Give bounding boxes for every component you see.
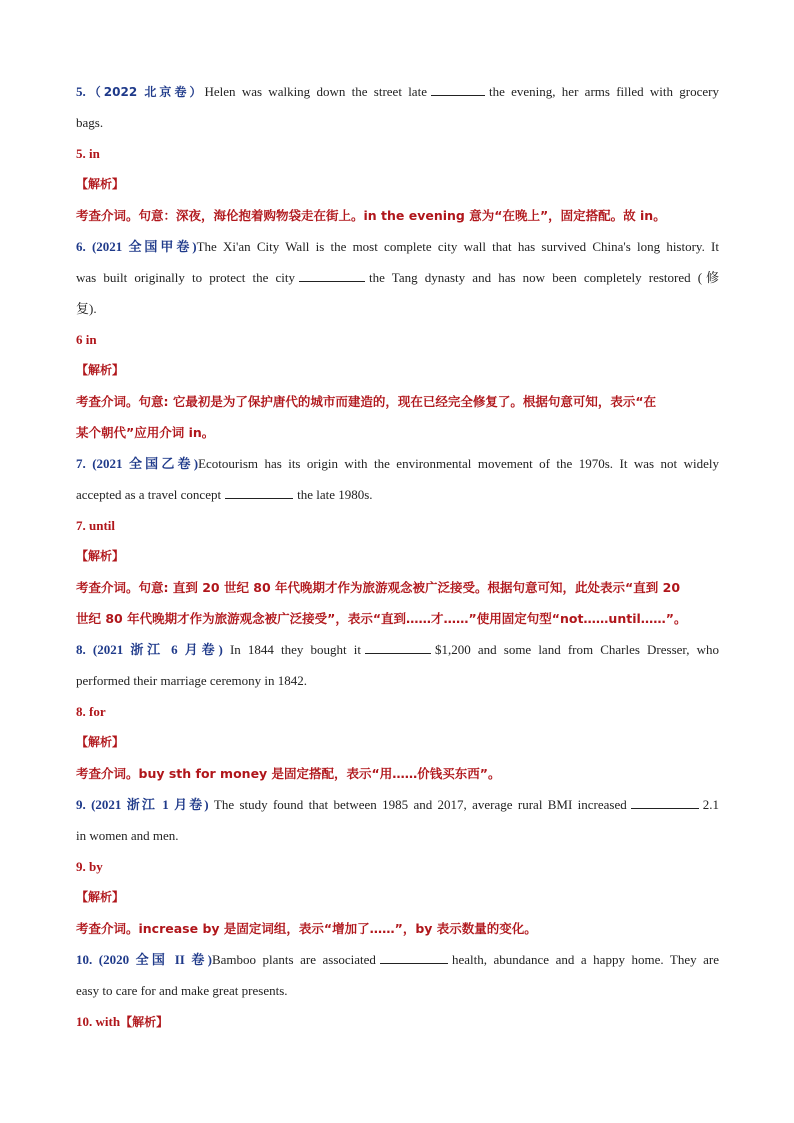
question-10-line-2: easy to care for and make great presents. xyxy=(76,983,288,998)
analysis-heading: 【解析】 xyxy=(76,549,125,563)
question-number: 8. (2021 浙江 6 月卷) xyxy=(76,642,223,657)
question-8-line-1 xyxy=(76,634,719,665)
question-6-line-3: 复). xyxy=(76,301,97,316)
question-9-line-2: in women and men. xyxy=(76,828,179,843)
answer-10-line xyxy=(76,1006,719,1037)
answer-5: 5. in xyxy=(76,146,100,161)
answer-blank xyxy=(225,486,293,499)
question-text: Ecotourism has its origin with the environmental movement of the 1970s. It was not widely xyxy=(198,456,719,471)
question-text: the evening, her arms filled with grocery xyxy=(488,84,720,99)
explanation-8: 考查介词。buy sth for money 是固定搭配，表示“用……价钱买东西”。 xyxy=(76,766,501,781)
question-text: The Xi'an City Wall is the most complete city wall that has survived China's long history. It xyxy=(196,239,719,254)
question-text: 2.1 xyxy=(702,797,719,812)
answer-6: 6 in xyxy=(76,332,97,347)
question-text: health, abundance and a happy home. They are xyxy=(451,952,719,967)
analysis-heading: 【解析】 xyxy=(76,735,125,749)
analysis-heading: 【解析】 xyxy=(76,177,125,191)
question-number: 7. (2021 全国乙卷) xyxy=(76,456,199,471)
answer-9: 9. by xyxy=(76,859,103,874)
explanation-6-line-1: 考查介词。句意: 它最初是为了保护唐代的城市而建造的，现在已经完全修复了。根据句意可知，表示“在 xyxy=(76,394,657,409)
question-text: the Tang dynasty and has now been completely restored (修 xyxy=(369,270,719,285)
answer-blank xyxy=(431,83,485,96)
question-text: was built originally to protect the city xyxy=(76,270,295,285)
question-5-line-2: bags. xyxy=(76,115,104,130)
question-8-line-2: performed their marriage ceremony in 1842. xyxy=(76,673,308,688)
answer-blank xyxy=(380,951,448,964)
answer-10: 10. with xyxy=(76,1014,121,1029)
analysis-heading: 【解析】 xyxy=(76,890,125,904)
answer-blank xyxy=(631,796,699,809)
question-6-line-1 xyxy=(76,231,719,262)
question-text: the late 1980s. xyxy=(297,487,373,502)
question-number: 9. (2021 浙江 1 月卷) xyxy=(76,797,209,812)
document-page xyxy=(76,76,719,1037)
question-text: accepted as a travel concept xyxy=(76,487,222,502)
explanation-5: 考查介词。句意：深夜，海伦抱着购物袋走在街上。in the evening 意为“在晚上”，固定搭配。故 in。 xyxy=(76,208,666,223)
answer-8: 8. for xyxy=(76,704,106,719)
question-6-line-2 xyxy=(76,262,719,293)
question-7-line-1 xyxy=(76,448,719,479)
question-text: The study found that between 1985 and 2017, average rural BMI increased xyxy=(208,797,627,812)
question-number: 5.（2022 北京卷） xyxy=(76,84,205,99)
analysis-heading: 【解析】 xyxy=(76,363,125,377)
question-number: 10. (2020 全国 II 卷) xyxy=(76,952,212,967)
explanation-9: 考查介词。increase by 是固定词组，表示“增加了……”，by 表示数量的变化。 xyxy=(76,921,537,936)
question-number: 6. (2021 全国甲卷) xyxy=(76,239,197,254)
explanation-6-line-2: 某个朝代”应用介词 in。 xyxy=(76,425,215,440)
answer-blank xyxy=(299,269,365,282)
question-10-line-1 xyxy=(76,944,719,975)
answer-blank xyxy=(365,641,431,654)
question-text: Bamboo plants are associated xyxy=(211,952,376,967)
answer-7: 7. until xyxy=(76,518,116,533)
question-7-line-2 xyxy=(76,479,719,510)
question-text: In 1844 they bought it xyxy=(222,642,361,657)
analysis-heading: 【解析】 xyxy=(120,1015,169,1029)
explanation-7-line-2: 世纪 80 年代晚期才作为旅游观念被广泛接受”，表示“直到……才……”使用固定句型“not……until……”。 xyxy=(76,611,687,626)
question-9-line-1 xyxy=(76,789,719,820)
question-5-line-1 xyxy=(76,76,719,107)
question-text: Helen was walking down the street late xyxy=(204,84,427,99)
explanation-7-line-1: 考查介词。句意: 直到 20 世纪 80 年代晚期才作为旅游观念被广泛接受。根据句意可知，此处表示“直到 20 xyxy=(76,580,681,595)
question-text: $1,200 and some land from Charles Dresser, who xyxy=(435,642,719,657)
